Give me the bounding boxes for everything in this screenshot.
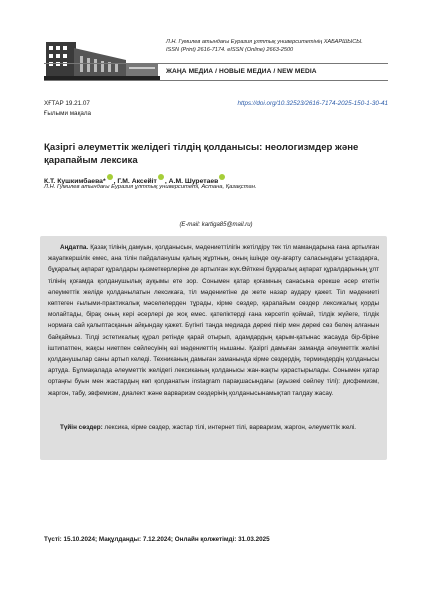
journal-info xyxy=(166,38,386,54)
journal-name: Л.Н. Гумилев атындағы Еуразия ұлттық университетінің ХАБАРШЫСЫ. xyxy=(166,39,363,45)
journal-issn: ISSN (Print) 2616-7174. eISSN (Online) 2663-2500 xyxy=(166,47,294,53)
header-divider-top xyxy=(44,63,388,64)
article-title: Қазіргі әлеуметтік желідегі тілдің қолданысы: неологизмдер және қарапайым лексика xyxy=(44,142,359,166)
author-2: , Г.М. Аксейіт xyxy=(113,178,157,185)
university-building-logo xyxy=(44,34,160,80)
article-type: Ғылыми мақала xyxy=(44,110,91,117)
keywords xyxy=(48,422,379,433)
header-divider-bottom xyxy=(44,80,388,81)
orcid-icon[interactable] xyxy=(107,174,113,180)
orcid-icon[interactable] xyxy=(219,174,225,180)
abstract xyxy=(48,242,379,399)
abstract-text: Қазақ тілінің дамуын, қолданысын, мәдениеттілігін жетілдіру тек тіл мамандарына ғана артылған жауапкершілік емес, ана тілін пайдаланушы қалың жұртның, оның ішінде оқу-ағарту саласындағы ұстаздарға, бұқаралық ақпарат құралдары қызметкерлеріне де артылған жүк.Өйткені бұқаралық ақпарат құралдарының ұлт тілінің қоғамда қолданушылық ауқымы ете зор. Сонымен қатар қоғамның санасына ерекше әсер ететін әлеуметтік желіде қолданылатын лексикаға, тіл мәдениетіне де жете назар аудару қажет. Тіл мәдениеті көптеген ғылыми-практикалық мәселелерден тұрады, кірме сөздер, қарапайым сөздер лексикалық қорды молайтады, бірақ оның кері әсерлері де жоқ емес. қателіктерді ғана көрсетіп қоймай, тілдік жүйеге, тілдік нормаға сай қалыптасқанын айқындау қажет. Бүгінгі таңда медиада дөрекі пікір мен дөрекі сөз белең алғанын байқаймыз. Тілді эстетикалық құрал ретінде қарай отырып, адамдардың қарым-қатынас жасауда бір-біріне іштипатпен, жақсы ниетпен сөйлесуінің өзі мәдениеттің нышаны. Қазіргі дамыған заманда әлеуметтік желіні қолданушылар саны артып келеді. Техниканың дамыған заманында кірме сөздердің, терминдердің қолданысы артуда. Бұлмақалада әлеуметтік желідегі лексиканың қолданысы жан-жақты қарастырылады. Сонымен қатар ортаңғы буын мен жастардың көп қолданатын instagram парақшасындағы (ауызекі сөйлеу тілі): дисфемизм, жаргон, табу, эвфемизм, диалект және варваризм сөздерінің қолданысынамықтап талдау жасау. xyxy=(48,244,379,397)
keywords-label: Түйін сөздер: xyxy=(60,424,103,431)
keywords-text: лексика, кірме сөздер, жастар тілі, интернет тілі, варваризм, жаргон, әлеуметтік желі. xyxy=(104,424,357,431)
irsti-code: ХҒТАР 19.21.07 xyxy=(44,100,90,107)
article-meta-row xyxy=(44,100,388,110)
author-3: , А.М. Шуретаев xyxy=(164,178,219,185)
author-1: К.Т. Кушкимбаева* xyxy=(44,178,106,185)
publication-dates: Түсті: 15.10.2024; Мақұлданды: 7.12.2024; Онлайн қолжетімді: 31.03.2025 xyxy=(44,536,270,543)
affiliation: Л.Н. Гумилев атындағы Еуразия ұлттық университеті, Астана, Қазақстан. xyxy=(44,184,257,190)
contact-email[interactable]: (E-mail: kartiga85@mail.ru) xyxy=(179,222,253,228)
section-title: ЖАҢА МЕДИА / НОВЫЕ МЕДИА / NEW MEDIA xyxy=(166,68,317,75)
abstract-box xyxy=(40,236,387,460)
orcid-icon[interactable] xyxy=(158,174,164,180)
abstract-label: Аңдатпа. xyxy=(60,244,89,251)
doi-link[interactable]: https://doi.org/10.32523/2616-7174-2025-150-1-30-41 xyxy=(237,100,388,107)
